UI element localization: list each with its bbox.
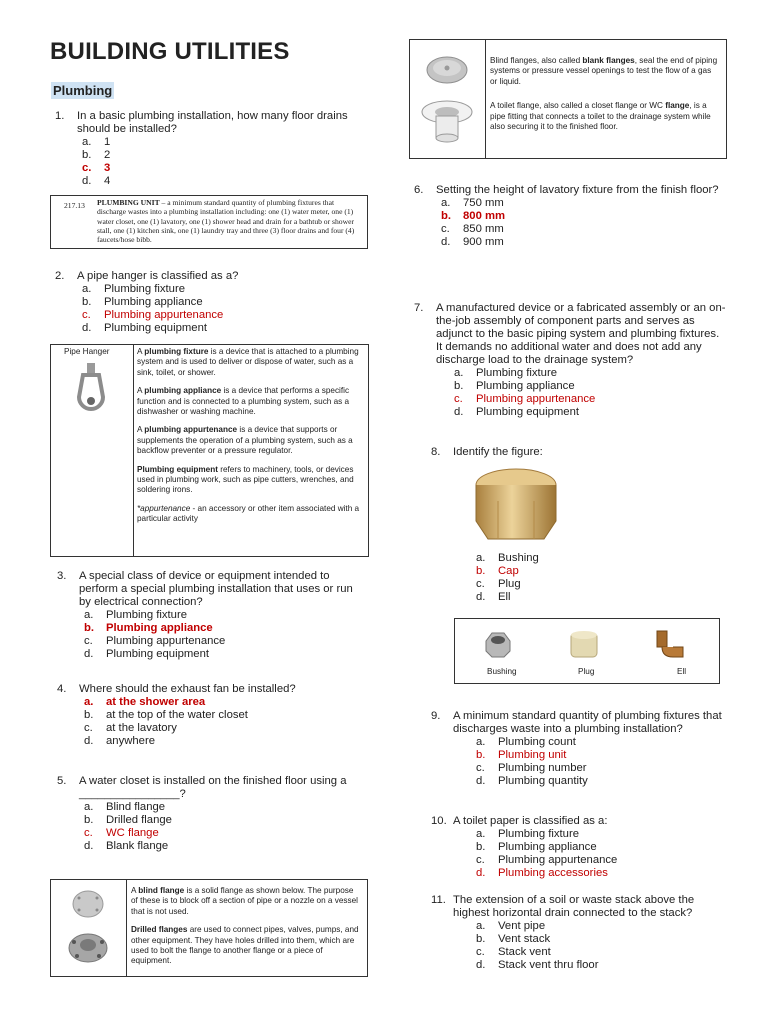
question-number: 1. (55, 110, 65, 122)
page-title: BUILDING UTILITIES (50, 38, 290, 65)
option: d. Blank flange (84, 840, 169, 852)
bushing-image (482, 629, 514, 659)
option-answer: b. Cap (476, 565, 519, 577)
option: b. Plumbing appliance (454, 380, 575, 392)
definitions-text: A plumbing fixture is a device that is attached to a plumbing system and is used to deliver or dispose of water, such as a sink, toilet, or shower. A plumbing appliance is a device that performs a specific function and is connected to a plumbing system, such as a dishwasher or washing machine. A plumbing appurtenance is a device that supports or supplements the operation of a plumbing system, such as a backflow preventer or a pressure regulator. Plumbing equipment refers to machinery, tools, or devices used in plumbing work, such as pipe cutters, wrenches, and soldering irons. *appurtenance - an accessory or other item associated with a particular activity (137, 347, 360, 524)
definition-text: PLUMBING UNIT – a minimum standard quantity of plumbing fixtures that discharge wastes into a plumbing installation including: one (1) water meter, one (1) water closet, one (1) lavatory, one (1) shower head and drain for a bathtub or shower stall, one (1) kitchen sink, one (1) laundry tray and three (3) floor drains and four (4) faucets/hose bibb. (97, 198, 355, 245)
option: a. Plumbing fixture (476, 828, 579, 840)
question-8-options (476, 552, 676, 604)
option: a. Plumbing fixture (454, 367, 557, 379)
option: c. at the lavatory (84, 722, 177, 734)
plug-image (567, 627, 603, 661)
option: b. Plumbing appliance (82, 296, 203, 308)
question-2: 2. A pipe hanger is classified as a? a. Plumbing fixture b. Plumbing appliance c. Plumbing appurtenance d. Plumbing equipment (55, 270, 375, 335)
option: c. Plumbing number (476, 762, 587, 774)
question-8: 8. Identify the figure: (431, 446, 543, 458)
option: a. Vent pipe (476, 920, 546, 932)
option: d. Plumbing equipment (82, 322, 207, 334)
option: d. 4 (82, 175, 111, 187)
flange-text: A blind flange is a solid flange as shown below. The purpose of these is to block off a section of pipe or a nozzle on a vessel that is not used. Drilled flanges are used to connect pipes, valves, pumps, and other equipment. They have holes drilled into them, which are used to bolt the flange to another flange or a piece of equipment. (131, 886, 359, 966)
option: c. 850 mm (441, 223, 504, 235)
question-5: 5. A water closet is installed on the finished floor using a ________________? a. Blind flange b. Drilled flange c. WC flange d. Blank flange (57, 775, 357, 853)
question-10: 10. A toilet paper is classified as a: a. Plumbing fixture b. Plumbing appliance c. Plumbing appurtenance d. Plumbing accessories (431, 815, 731, 880)
question-3: 3. A special class of device or equipment intended to perform a special plumbing installation that uses or run by electrical connection? a. Plumbing fixture b. Plumbing appliance c. Plumbing appurtenance d. Plumbing equipment (57, 570, 367, 661)
blank-flange-table (409, 39, 727, 159)
plumbing-unit-definition (50, 195, 368, 249)
toilet-flange-image (420, 98, 474, 148)
brass-cap-image (468, 463, 564, 549)
code-number: 217.13 (64, 201, 85, 210)
ell-image (653, 627, 689, 663)
question-1 (55, 110, 355, 188)
option: a. Plumbing fixture (82, 283, 185, 295)
option: c. Plug (476, 578, 521, 590)
pipe-hanger-table (50, 344, 369, 557)
option: d. Plumbing quantity (476, 775, 588, 787)
option-answer: d. Plumbing accessories (476, 867, 608, 879)
bushing-label: Bushing (487, 667, 517, 676)
fittings-comparison (454, 618, 720, 684)
option: a. Blind flange (84, 801, 166, 813)
question-11: 11. The extension of a soil or waste stack above the highest horizontal drain connected to the stack? a. Vent pipe b. Vent stack c. Stack vent d. Stack vent thru floor (431, 894, 731, 972)
option: d. Plumbing equipment (454, 406, 579, 418)
question-text: In a basic plumbing installation, how many floor drains should be installed? (77, 110, 348, 135)
option: a. 1 (82, 136, 111, 148)
pipe-hanger-label: Pipe Hanger (64, 347, 110, 356)
drilled-flange-image (67, 930, 109, 964)
option: a. Plumbing fixture (84, 609, 187, 621)
option: c. Plumbing appurtenance (84, 635, 226, 647)
option: d. anywhere (84, 735, 155, 747)
option-answer: c. WC flange (84, 827, 159, 839)
option: d. 900 mm (441, 236, 504, 248)
option: b. Vent stack (476, 933, 551, 945)
option: b. at the top of the water closet (84, 709, 248, 721)
question-7: 7. A manufactured device or a fabricated assembly or an on-the-job assembly of component parts and serves as adjunct to the basic piping system and plumbing fixtures. It demands no additional water and does not add any discharge load to the drainage system? a. Plumbing fixture b. Plumbing appliance c. Plumbing appurtenance d. Plumbing equipment (414, 302, 726, 418)
option: d. Ell (476, 591, 511, 603)
option: a. 750 mm (441, 197, 504, 209)
option: c. Plumbing appurtenance (476, 854, 618, 866)
option-answer: b. 800 mm (441, 210, 506, 222)
question-9: 9. A minimum standard quantity of plumbing fixtures that discharges waste into a plumbing installation? a. Plumbing count b. Plumbing unit c. Plumbing number d. Plumbing quantity (431, 710, 731, 788)
option-answer: c. Plumbing appurtenance (82, 309, 224, 321)
plug-label: Plug (578, 667, 595, 676)
option: b. Drilled flange (84, 814, 172, 826)
option: b. 2 (82, 149, 111, 161)
option-answer: b. Plumbing appliance (84, 622, 213, 634)
option-answer: a. at the shower area (84, 696, 206, 708)
option-answer: c. Plumbing appurtenance (454, 393, 596, 405)
option: d. Stack vent thru floor (476, 959, 599, 971)
option: a. Bushing (476, 552, 539, 564)
question-4: 4. Where should the exhaust fan be installed? a. at the shower area b. at the top of the water closet c. at the lavatory d. anywhere (57, 683, 367, 748)
flange-definitions-table (50, 879, 368, 977)
blind-flange-image (71, 889, 105, 919)
question-6: 6. Setting the height of lavatory fixture from the finish floor? a. 750 mm b. 800 mm c. 850 mm d. 900 mm (414, 184, 734, 249)
option: b. Plumbing appliance (476, 841, 597, 853)
pipe-hanger-image (69, 361, 113, 413)
option: a. Plumbing count (476, 736, 576, 748)
option: d. Plumbing equipment (84, 648, 209, 660)
option: c. Stack vent (476, 946, 551, 958)
blank-flange-text: Blind flanges, also called blank flanges, seal the end of piping systems or pressure vessel openings to test the flow of a gas or liquid. A toilet flange, also called a closet flange or WC flange, is a pipe fitting that connects a toilet to the drainage system while also securing it to the finished floor. (490, 56, 718, 132)
option-answer: b. Plumbing unit (476, 749, 567, 761)
blank-flange-image (425, 54, 469, 86)
option-answer: c. 3 (82, 162, 111, 174)
ell-label: Ell (677, 667, 687, 676)
section-heading: Plumbing (53, 83, 113, 98)
